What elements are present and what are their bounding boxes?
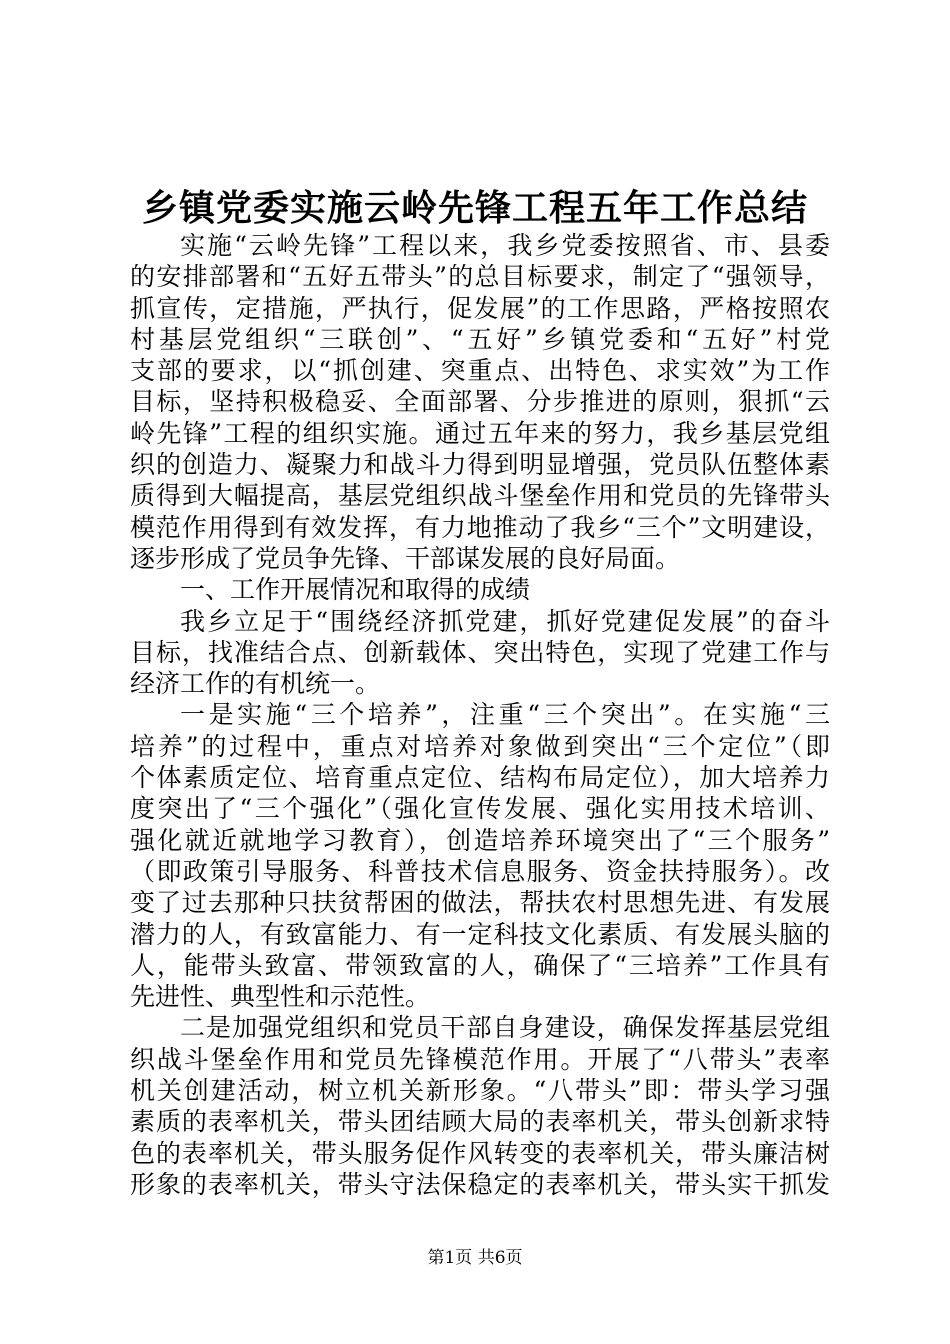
text-line: 先进性、典型性和示范性。 [130, 982, 431, 1012]
text-line: 织的创造力、凝聚力和战斗力得到明显增强，党员队伍整体素 [130, 450, 830, 480]
text-line: 一是实施“三个培养”，注重“三个突出”。在实施“三 [180, 700, 830, 730]
text-line: 强化就近就地学习教育），创造培养环境突出了“三个服务” [130, 825, 830, 855]
text-line: 潜力的人，有致富能力、有一定科技文化素质、有发展头脑的 [130, 919, 830, 949]
text-line: 变了过去那种只扶贫帮困的做法，帮扶农村思想先进、有发展 [130, 888, 830, 918]
text-line: 村基层党组织“三联创”、“五好”乡镇党委和“五好”村党 [130, 324, 830, 354]
document-body [130, 230, 830, 1200]
text-line: 人，能带头致富、带领致富的人，确保了“三培养”工作具有 [130, 950, 830, 980]
text-line: 个体素质定位、培育重点定位、结构布局定位），加大培养力 [130, 763, 830, 793]
text-line: 二是加强党组织和党员干部自身建设，确保发挥基层党组 [180, 1013, 830, 1043]
text-line: 模范作用得到有效发挥，有力地推动了我乡“三个”文明建设， [130, 512, 830, 542]
text-line: 的安排部署和“五好五带头”的总目标要求，制定了“强领导， [130, 262, 830, 292]
text-line: 经济工作的有机统一。 [130, 669, 381, 699]
text-line: （即政策引导服务、科普技术信息服务、资金扶持服务）。改 [130, 856, 830, 886]
text-line: 素质的表率机关，带头团结顾大局的表率机关，带头创新求特 [130, 1107, 830, 1137]
document-title: 乡镇党委实施云岭先锋工程五年工作总结 [141, 188, 808, 229]
text-line: 抓宣传，定措施，严执行，促发展”的工作思路，严格按照农 [130, 293, 830, 323]
text-line: 形象的表率机关，带头守法保稳定的表率机关，带头实干抓发 [130, 1169, 830, 1199]
page-number: 第1页 共6页 [427, 1248, 523, 1268]
text-line: 色的表率机关，带头服务促作风转变的表率机关，带头廉洁树 [130, 1138, 830, 1168]
text-line: 目标，找准结合点、创新载体、突出特色，实现了党建工作与 [130, 637, 830, 667]
text-line: 织战斗堡垒作用和党员先锋模范作用。开展了“八带头”表率 [130, 1044, 830, 1074]
text-line: 我乡立足于“围绕经济抓党建，抓好党建促发展”的奋斗 [180, 606, 830, 636]
text-line: 逐步形成了党员争先锋、干部谋发展的良好局面。 [130, 543, 681, 573]
text-line: 目标，坚持积极稳妥、全面部署、分步推进的原则，狠抓“云 [130, 387, 830, 417]
section-heading: 一、工作开展情况和取得的成绩 [180, 575, 531, 605]
text-line: 培养”的过程中，重点对培养对象做到突出“三个定位”（即 [130, 731, 830, 761]
text-line: 实施“云岭先锋”工程以来，我乡党委按照省、市、县委 [180, 231, 830, 260]
text-line: 质得到大幅提高，基层党组织战斗堡垒作用和党员的先锋带头 [130, 481, 830, 511]
text-line: 岭先锋”工程的组织实施。通过五年来的努力，我乡基层党组 [130, 418, 830, 448]
text-line: 机关创建活动，树立机关新形象。“八带头”即：带头学习强 [130, 1076, 830, 1106]
text-line: 支部的要求，以“抓创建、突重点、出特色、求实效”为工作 [130, 356, 830, 386]
text-line: 度突出了“三个强化”（强化宣传发展、强化实用技术培训、 [130, 794, 830, 824]
